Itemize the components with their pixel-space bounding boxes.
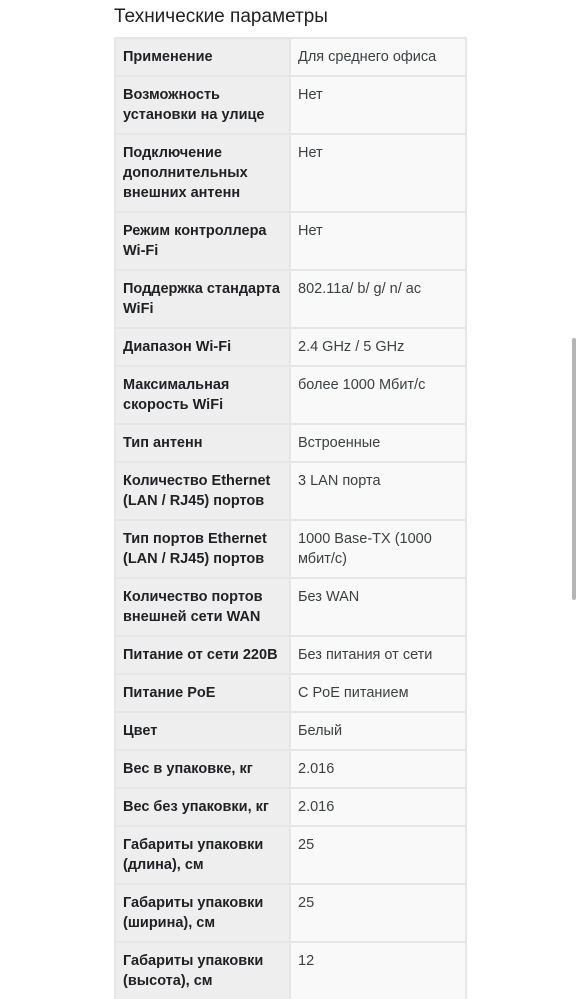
spec-value: 2.016 [290,750,466,788]
table-row [115,884,466,942]
spec-label: Габариты упаковки (ширина), см [115,884,290,942]
spec-value: 25 [290,884,466,942]
spec-label: Подключение дополнительных внешних антенн [115,134,290,212]
spec-value: Без питания от сети [290,636,466,674]
table-row [115,462,466,520]
spec-value: более 1000 Мбит/с [290,366,466,424]
spec-label: Питание от сети 220В [115,636,290,674]
spec-label: Применение [115,38,290,76]
spec-label: Питание PoE [115,674,290,712]
table-row [115,212,466,270]
spec-value: Без WAN [290,578,466,636]
scrollbar-thumb[interactable] [572,338,576,600]
table-row [115,712,466,750]
spec-value: 3 LAN порта [290,462,466,520]
spec-label: Возможность установки на улице [115,76,290,134]
spec-value: 25 [290,826,466,884]
spec-label: Вес без упаковки, кг [115,788,290,826]
table-row [115,826,466,884]
table-row [115,750,466,788]
spec-value: Нет [290,134,466,212]
table-row [115,366,466,424]
spec-label: Максимальная скорость WiFi [115,366,290,424]
spec-label: Количество Ethernet (LAN / RJ45) портов [115,462,290,520]
spec-label: Поддержка стандарта WiFi [115,270,290,328]
spec-value: 2.016 [290,788,466,826]
table-row [115,636,466,674]
spec-value: Белый [290,712,466,750]
spec-value: С PoE питанием [290,674,466,712]
spec-value: Для среднего офиса [290,38,466,76]
table-row [115,520,466,578]
spec-label: Режим контроллера Wi-Fi [115,212,290,270]
spec-label: Цвет [115,712,290,750]
table-row [115,328,466,366]
spec-value: 802.11a/ b/ g/ n/ ac [290,270,466,328]
spec-value: 1000 Base-TX (1000 мбит/с) [290,520,466,578]
table-row [115,76,466,134]
table-row [115,270,466,328]
table-row [115,578,466,636]
spec-label: Тип антенн [115,424,290,462]
spec-label: Габариты упаковки (длина), см [115,826,290,884]
specs-table [114,37,467,999]
spec-value: Нет [290,76,466,134]
section-title: Технические параметры [114,6,328,27]
table-row [115,788,466,826]
spec-value: Нет [290,212,466,270]
spec-label: Вес в упаковке, кг [115,750,290,788]
table-row [115,942,466,999]
spec-label: Количество портов внешней сети WAN [115,578,290,636]
spec-value: Встроенные [290,424,466,462]
table-row [115,424,466,462]
spec-label: Габариты упаковки (высота), см [115,942,290,999]
spec-value: 12 [290,942,466,999]
spec-label: Тип портов Ethernet (LAN / RJ45) портов [115,520,290,578]
spec-label: Диапазон Wi-Fi [115,328,290,366]
table-row [115,674,466,712]
table-row [115,134,466,212]
table-row [115,38,466,76]
spec-value: 2.4 GHz / 5 GHz [290,328,466,366]
